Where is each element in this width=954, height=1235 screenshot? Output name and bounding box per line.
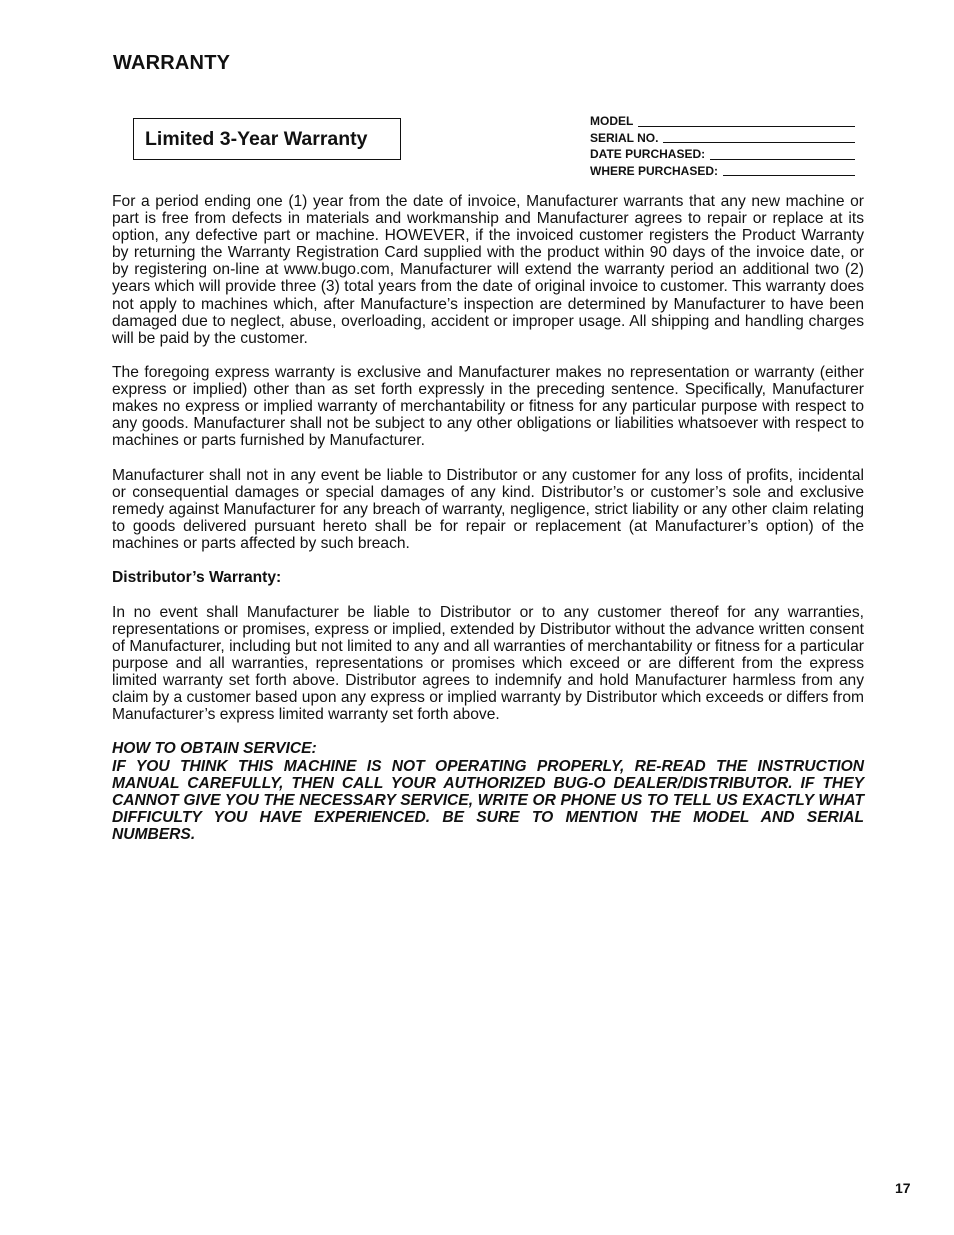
where-purchased-blank-line: [723, 174, 855, 176]
model-row: [590, 113, 855, 130]
where-purchased-label: WHERE PURCHASED:: [590, 163, 719, 178]
date-purchased-row: [590, 146, 855, 163]
model-label: MODEL: [590, 114, 634, 128]
warranty-box-title: Limited 3-Year Warranty: [145, 127, 368, 150]
warranty-paragraph-2: The foregoing express warranty is exclusive and Manufacturer makes no representation or warranty (either express or implied) other than as set forth expressly in the preceding sentence. Specifically, Manufacturer makes no express or implied warranty of merchantability or fitness for any particular purpose with respect to any goods. Manufacturer shall not be subject to any other obligations or liabilities whatsoever with respect to machines or parts furnished by Manufacturer.: [112, 364, 864, 450]
warranty-paragraph-1: For a period ending one (1) year from the date of invoice, Manufacturer warrants that any new machine or part is free from defects in materials and workmanship and Manufacturer agrees to repair or replace at its option, any defective part or machine. HOWEVER, if the invoiced customer registers the Product Warranty by returning the Warranty Registration Card supplied with the product within 90 days of the invoice date, or by registering on-line at www.bugo.com, Manufacturer will extend the warranty period an additional two (2) years which will provide three (3) total years from the date of original invoice to customer. This warranty does not apply to machines which, after Manufacture’s inspection are determined by Manufacturer to have been damaged due to neglect, abuse, overloading, accident or improper usage. All shipping and handling charges will be paid by the customer.: [112, 193, 864, 347]
page-heading: WARRANTY: [113, 52, 231, 74]
date-purchased-label: DATE PURCHASED:: [590, 147, 706, 161]
service-notice: [112, 740, 864, 843]
model-blank-line: [638, 125, 855, 127]
warranty-title-box: [133, 118, 401, 160]
date-purchased-blank-line: [710, 158, 855, 160]
where-purchased-row: [590, 163, 855, 180]
serial-label: SERIAL NO.: [590, 130, 659, 145]
distributor-warranty-heading: Distributor’s Warranty:: [112, 569, 282, 587]
page-number: 17: [895, 1180, 911, 1196]
serial-blank-line: [663, 141, 855, 143]
warranty-paragraph-3: Manufacturer shall not in any event be liable to Distributor or any customer for any loss of profits, incidental or consequential damages or special damages of any kind. Distributor’s or customer’s sole and exclusive remedy against Manufacturer for any breach of warranty, negligence, strict liability or any other claim relating to goods delivered pursuant hereto shall be for repair or replacement (at Manufacturer’s option) of the machines or parts affected by such breach.: [112, 466, 864, 553]
serial-row: [590, 130, 855, 147]
warranty-body: [112, 193, 864, 843]
distributor-warranty-paragraph: In no event shall Manufacturer be liable to Distributor or to any customer thereof for any warranties, representations or promises, express or implied, extended by Distributor without the advance written consent of Manufacturer, including but not limited to any and all warranties of merchantability or fitness for a particular purpose and all warranties, representations or promises which exceed or are different from the express limited warranty set forth above. Distributor agrees to indemnify and hold Manufacturer harmless from any claim by a customer based upon any express or implied warranty by Distributor which exceeds or differs from Manufacturer’s express limited warranty set forth above.: [112, 603, 864, 724]
registration-form: [590, 113, 855, 179]
service-text: IF YOU THINK THIS MACHINE IS NOT OPERATING PROPERLY, RE-READ THE INSTRUCTION MANUAL CAREFULLY, THEN CALL YOUR AUTHORIZED BUG-O DEALER/DISTRIBUTOR. IF THEY CANNOT GIVE YOU THE NECESSARY SERVICE, WRITE OR PHONE US TO TELL US EXACTLY WHAT DIFFICULTY YOU HAVE EXPERIENCED. BE SURE TO MENTION THE MODEL AND SERIAL NUMBERS.: [112, 757, 864, 843]
service-heading: HOW TO OBTAIN SERVICE:: [112, 740, 317, 758]
